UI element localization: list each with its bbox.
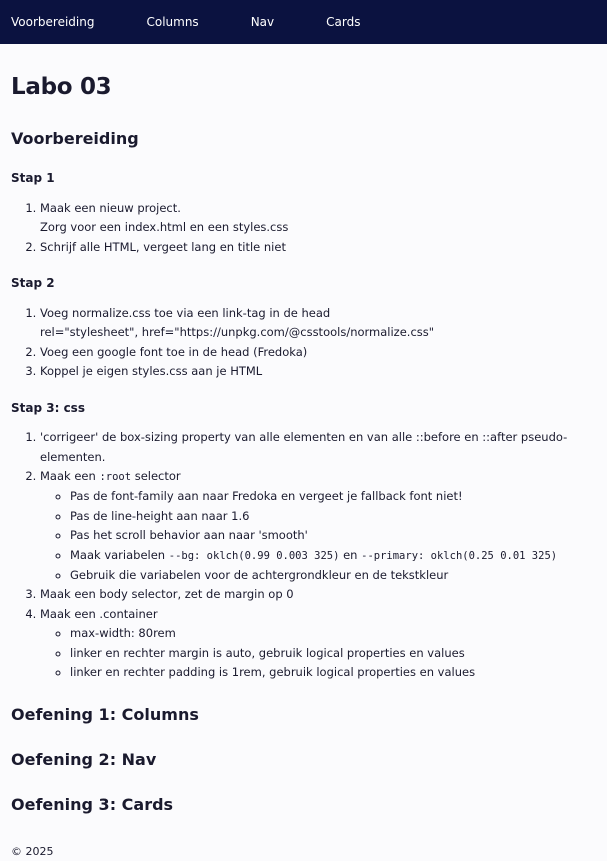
list-item: ◦ linker en rechter padding is 1rem, gebruik logical properties en values xyxy=(70,663,596,683)
list-item: ◦ max-width: 80rem xyxy=(70,624,596,644)
nav-link-cards[interactable]: Cards xyxy=(326,14,361,29)
list-item: ◦ Pas de font-family aan naar Fredoka en vergeet je fallback font niet! xyxy=(70,487,596,507)
list-item: ◦ linker en rechter margin is auto, gebruik logical properties en values xyxy=(70,644,596,664)
root-code: :root xyxy=(99,471,132,484)
step3-item4-text: Maak een .container xyxy=(40,606,158,621)
list-item xyxy=(70,546,596,566)
vars-mid: en xyxy=(339,547,362,562)
step1-list xyxy=(11,199,596,258)
list-item: ◦ Pas het scroll behavior aan naar 'smooth' xyxy=(70,526,596,546)
step3-list xyxy=(11,428,596,683)
list-item: ◦ Gebruik die variabelen voor de achtergrondkleur en de tekstkleur xyxy=(70,566,596,586)
nav-link-nav[interactable]: Nav xyxy=(250,14,275,29)
nav-link-voorbereiding[interactable]: Voorbereiding xyxy=(11,14,95,29)
list-item: 1. 'corrigeer' de box-sizing property van alle elementen en van alle ::before en ::after pseudo-elementen. xyxy=(40,428,596,467)
step2-list xyxy=(11,304,596,382)
top-nav xyxy=(0,0,607,44)
section-heading-nav: Oefening 2: Nav xyxy=(11,750,157,770)
bg-var-code: --bg: oklch(0.99 0.003 325) xyxy=(168,549,340,562)
copyright-text: © 2025 xyxy=(11,844,54,858)
section-heading-voorbereiding: Voorbereiding xyxy=(11,129,139,149)
page-title: Labo 03 xyxy=(11,74,112,100)
list-item xyxy=(40,467,596,585)
list-item: 3. Koppel je eigen styles.css aan je HTML xyxy=(40,362,596,382)
nav-link-columns[interactable]: Columns xyxy=(146,14,199,29)
step3-item2-pre: Maak een xyxy=(40,469,100,484)
vars-pre: Maak variabelen xyxy=(70,547,169,562)
step3-item2-post: selector xyxy=(131,469,181,484)
list-item: 2. Schrijf alle HTML, vergeet lang en title niet xyxy=(40,238,596,258)
list-item xyxy=(40,304,596,343)
list-item xyxy=(40,199,596,238)
step2-item1-line1: Voeg normalize.css toe via een link-tag in de head xyxy=(40,305,331,320)
container-sublist xyxy=(40,624,596,683)
list-item: 3. Maak een body selector, zet de margin op 0 xyxy=(40,585,596,605)
primary-var-code: --primary: oklch(0.25 0.01 325) xyxy=(361,549,558,562)
step1-item1-line1: Maak een nieuw project. xyxy=(40,200,181,215)
section-heading-columns: Oefening 1: Columns xyxy=(11,704,199,724)
list-item: ◦ Pas de line-height aan naar 1.6 xyxy=(70,507,596,527)
main-content xyxy=(0,68,607,819)
footer xyxy=(0,829,607,861)
root-sublist xyxy=(40,487,596,585)
step3-heading: Stap 3: css xyxy=(11,400,85,415)
list-item xyxy=(40,605,596,683)
step1-item1-line2: Zorg voor een index.html en een styles.css xyxy=(40,220,289,235)
step1-heading: Stap 1 xyxy=(11,171,55,186)
section-heading-cards: Oefening 3: Cards xyxy=(11,795,174,815)
step2-item1-line2: rel="stylesheet", href="https://unpkg.com/@csstools/normalize.css" xyxy=(40,325,435,340)
list-item: 2. Voeg een google font toe in de head (Fredoka) xyxy=(40,343,596,363)
step2-heading: Stap 2 xyxy=(11,276,55,291)
